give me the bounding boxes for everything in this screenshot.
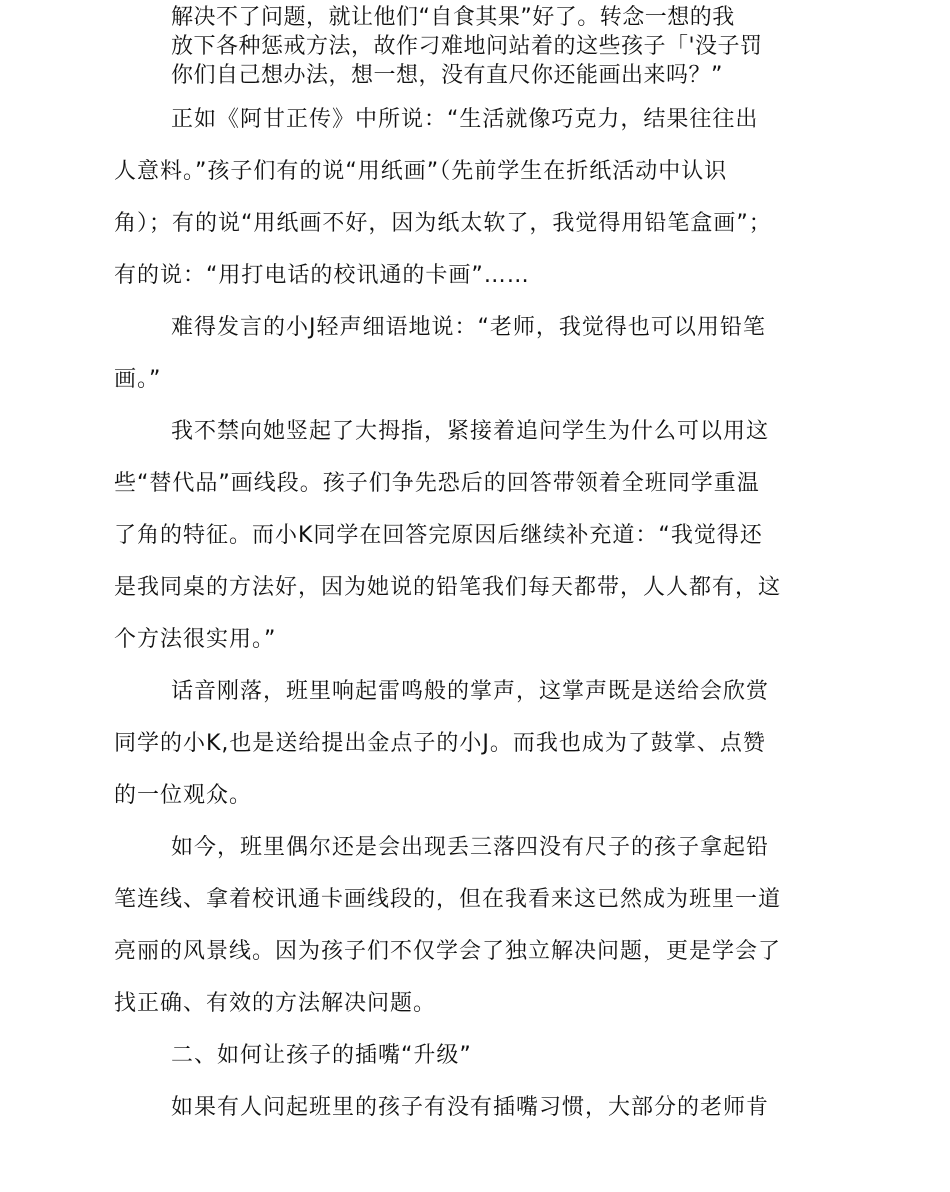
text-line: 你们自己想办法，想一想，没有直尺你还能画出来吗？” xyxy=(171,63,723,88)
text-line: 放下各种惩戒方法，故作刁难地问站着的这些孩子「'没子罚 xyxy=(171,34,763,59)
text-line: 亮丽的风景线。因为孩子们不仅学会了独立解决问题，更是学会了 xyxy=(114,939,782,964)
paragraph-forrest-gump-quote xyxy=(114,94,844,302)
text-line: 有的说：“用打电话的校讯通的卡画”…… xyxy=(114,263,530,288)
text-line: 些“替代品”画线段。孩子们争先恐后的回答带领着全班同学重温 xyxy=(114,471,760,496)
text-line: 是我同桌的方法好，因为她说的铅笔我们每天都带，人人都有，这 xyxy=(114,575,782,600)
text-line: 笔连线、拿着校讯通卡画线段的，但在我看来这已然成为班里一道 xyxy=(114,887,782,912)
text-line: 角）；有的说“用纸画不好，因为纸太软了，我觉得用铅笔盒画”； xyxy=(114,211,772,236)
paragraph-thumbs-up xyxy=(114,406,844,666)
paragraph-student-j xyxy=(114,302,844,406)
text-line: 画。” xyxy=(114,367,162,392)
text-line: 如果有人问起班里的孩子有没有插嘴习惯，大部分的老师肯 xyxy=(171,1095,770,1120)
text-line: 的一位观众。 xyxy=(114,783,253,808)
paragraph-nowadays xyxy=(114,822,844,1030)
text-line: 二、如何让孩子的插嘴“升级” xyxy=(171,1043,472,1068)
text-line: 话音刚落，班里响起雷鸣般的掌声，这掌声既是送给会欣赏 xyxy=(171,679,770,704)
text-line: 同学的小K,也是送给提出金点子的小J。而我也成为了鼓掌、点赞 xyxy=(114,731,766,756)
text-line: 如今，班里偶尔还是会出现丢三落四没有尺子的孩子拿起铅 xyxy=(171,835,770,860)
paragraph-interrupting xyxy=(114,1082,844,1134)
text-line: 了角的特征。而小K同学在回答完原因后继续补充道：“我觉得还 xyxy=(114,523,763,548)
text-line: 人意料。”孩子们有的说“用纸画”（先前学生在折纸活动中认识 xyxy=(114,159,728,184)
section-heading xyxy=(114,1030,844,1082)
paragraph-applause xyxy=(114,666,844,822)
text-line: 解决不了问题，就让他们“自食其果”好了。转念一想的我 xyxy=(171,5,735,30)
body-text xyxy=(114,94,844,1134)
text-line: 正如《阿甘正传》中所说：“生活就像巧克力，结果往往出 xyxy=(171,107,759,132)
text-line: 个方法很实用。” xyxy=(114,627,277,652)
text-line: 我不禁向她竖起了大拇指，紧接着追问学生为什么可以用这 xyxy=(171,419,770,444)
text-line: 找正确、有效的方法解决问题。 xyxy=(114,991,437,1016)
text-line: 难得发言的小J轻声细语地说：“老师，我觉得也可以用铅笔 xyxy=(171,315,766,340)
top-paragraph-fragment xyxy=(171,3,851,90)
